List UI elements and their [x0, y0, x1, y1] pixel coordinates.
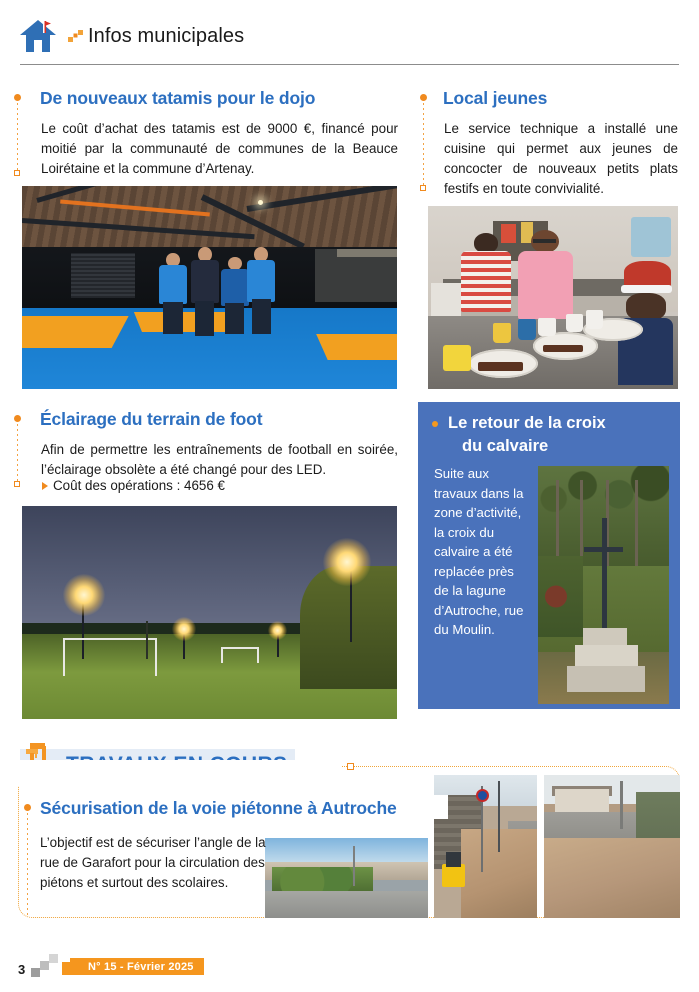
photo-travaux-2	[434, 775, 537, 918]
article-title-croix	[448, 412, 668, 458]
photo-travaux-1	[265, 838, 428, 918]
article-body-local-jeunes: Le service technique a installé une cuisine qui permet aux jeunes de concocter de nouveaux petits plats festifs en toute convivialité.	[444, 121, 678, 196]
footer-square	[49, 954, 58, 963]
issue-banner-notch	[62, 962, 74, 975]
article-body-eclairage: Afin de permettre les entraînements de football en soirée, l’éclairage obsolète a été changé pour des LED.	[41, 442, 398, 477]
connector-dot	[420, 94, 427, 101]
connector-line	[17, 424, 18, 484]
photo-local-jeunes	[428, 206, 678, 389]
photo-croix-calvaire	[538, 466, 669, 704]
connector-square	[14, 170, 20, 176]
page-header	[0, 0, 699, 68]
photo-terrain-foot	[22, 506, 397, 719]
photo-travaux-3	[544, 775, 680, 918]
footer-square	[40, 961, 49, 970]
article-body-croix: Suite aux travaux dans la zone d’activité, la croix du calvaire a été replacée près de la lagune d’Autroche, rue du Moulin.	[434, 466, 524, 637]
connector-dot	[24, 804, 31, 811]
connector-line	[17, 103, 18, 173]
article-title-tatamis: De nouveaux tatamis pour le dojo	[40, 88, 316, 108]
issue-label: N° 15 - Février 2025	[88, 961, 194, 973]
page-number: 3	[18, 962, 26, 977]
photo-person	[461, 233, 511, 321]
photo-person	[159, 253, 187, 334]
article-title-local-jeunes: Local jeunes	[443, 88, 548, 108]
connector-square	[14, 481, 20, 487]
croix-title-line1: Le retour de la croix	[448, 414, 606, 432]
frame-marker-square	[347, 763, 354, 770]
connector-dot	[14, 415, 21, 422]
photo-dojo	[22, 186, 397, 389]
article-bullet-eclairage: Coût des opérations : 4656 €	[53, 478, 225, 493]
photo-person	[191, 247, 219, 336]
photo-person	[247, 247, 275, 334]
connector-line	[27, 813, 28, 918]
article-title-securisation: Sécurisation de la voie piétonne à Autroche	[40, 798, 397, 818]
article-title-eclairage: Éclairage du terrain de foot	[40, 409, 263, 429]
page-title: Infos municipales	[88, 25, 245, 47]
panel-croix-calvaire	[418, 402, 680, 709]
article-body-tatamis: Le coût d’achat des tatamis est de 9000 €, financé pour moitié par la communauté de communes de la Beauce Loirétaine et la commune d’Artenay.	[41, 121, 398, 176]
house-icon	[18, 18, 58, 54]
footer-square	[31, 968, 40, 977]
header-divider	[20, 64, 679, 65]
article-body-securisation: L’objectif est de sécuriser l’angle de la rue de Garafort pour la circulation des piétons et surtout des scolaires.	[40, 835, 266, 890]
triangle-bullet-icon	[42, 482, 48, 490]
photo-person	[518, 230, 573, 325]
frame-mask	[12, 760, 342, 786]
photo-person	[221, 257, 249, 334]
connector-line	[423, 103, 424, 188]
connector-square	[420, 185, 426, 191]
bullet-dot-icon	[432, 421, 438, 427]
croix-title-line2: du calvaire	[462, 437, 549, 455]
orange-squares-icon	[68, 30, 84, 44]
connector-dot	[14, 94, 21, 101]
